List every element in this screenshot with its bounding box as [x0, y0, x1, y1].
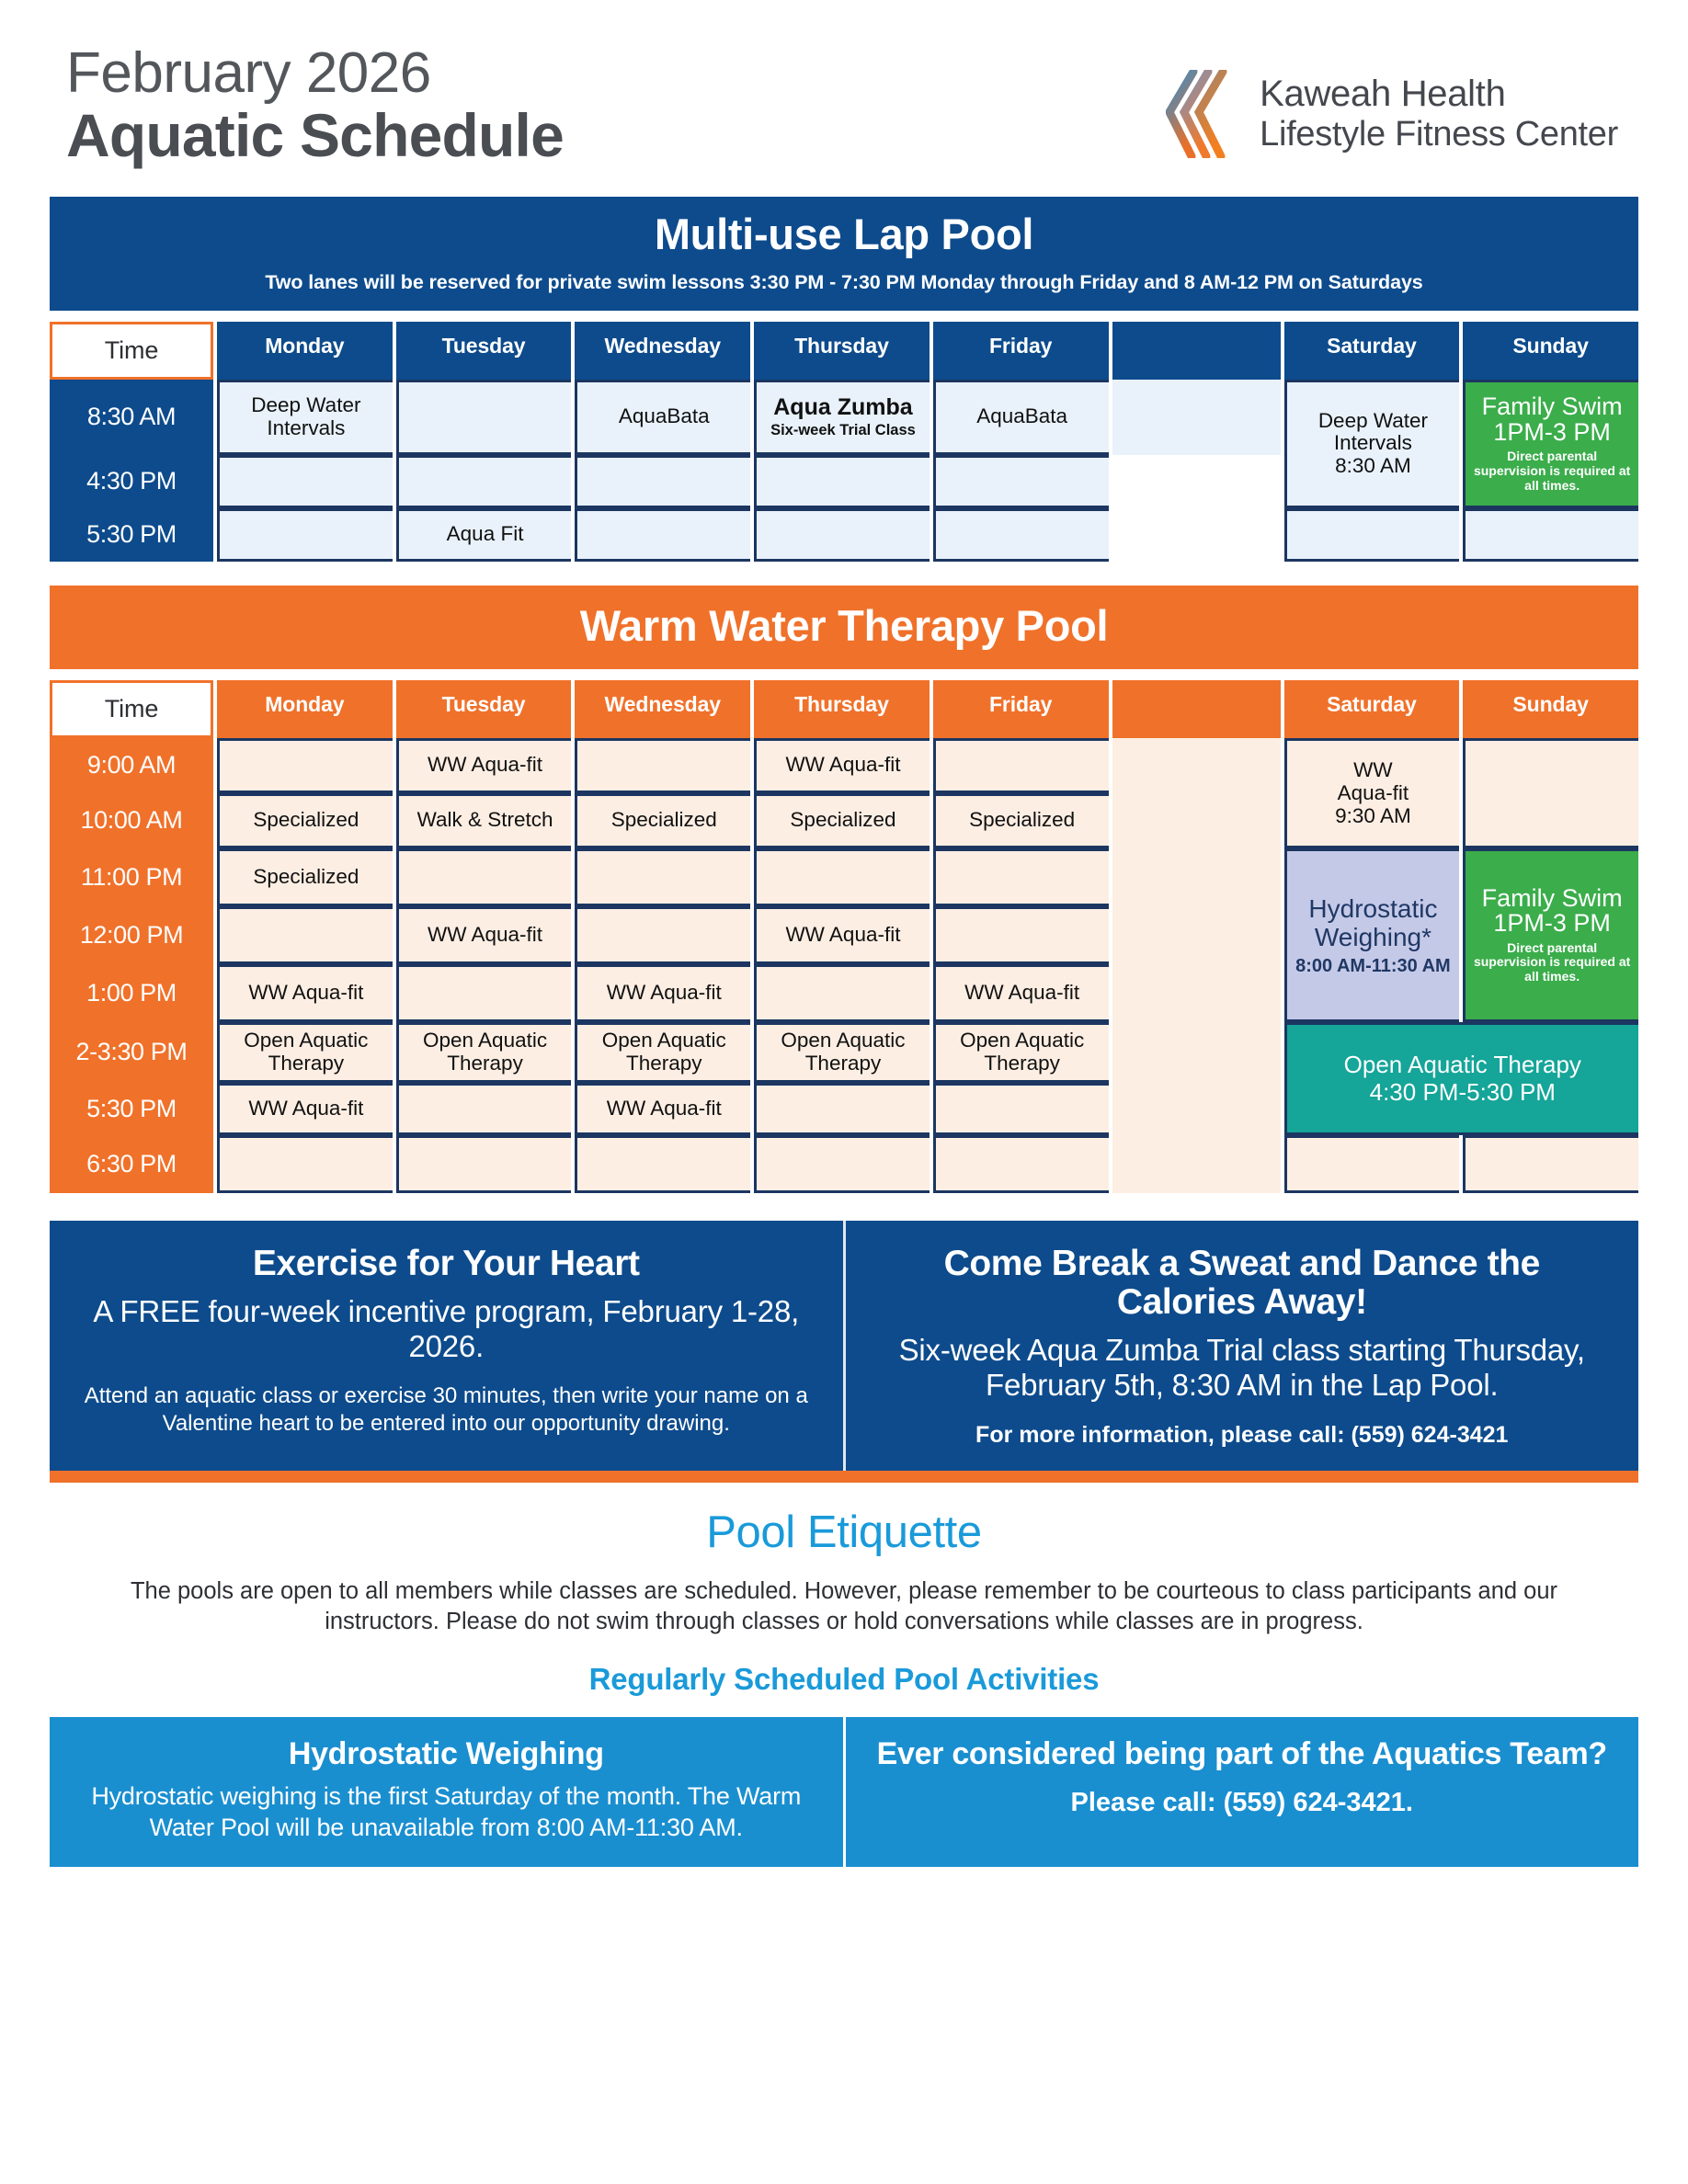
lap-cell-mon-2 — [217, 508, 393, 562]
promo-left-body: Attend an aquatic class or exercise 30 minutes, then write your name on a Valentine heart to be entered into our opportunity drawing. — [84, 1383, 808, 1437]
warm-cell-mon-2: Specialized — [217, 848, 393, 906]
warm-time-label-3: 12:00 PM — [50, 906, 213, 964]
lap-cell-thu-1 — [754, 455, 930, 508]
warm-cell-fri-1: Specialized — [933, 793, 1109, 848]
lap-pool-banner — [50, 197, 1638, 311]
footer-left-body: Hydrostatic weighing is the first Saturday of the month. The Warm Water Pool will be unavailable from 8:00 AM-11:30 AM. — [91, 1782, 802, 1842]
warm-cell-wed-4: WW Aqua-fit — [575, 964, 750, 1022]
warm-cell-tue-1: Walk & Stretch — [396, 793, 572, 848]
warm-cell-fri-7 — [933, 1135, 1109, 1193]
promo-aqua-zumba — [843, 1221, 1639, 1471]
warm-col-header-thursday: Thursday — [754, 680, 930, 738]
warm-cell-thu-1: Specialized — [754, 793, 930, 848]
lap-cell-thu-0 — [754, 380, 930, 455]
warm-cell-tue-5: Open Aquatic Therapy — [396, 1022, 572, 1083]
warm-cell-fri-5: Open Aquatic Therapy — [933, 1022, 1109, 1083]
warm-sun-line1: Family Swim — [1481, 883, 1623, 912]
lap-col-header-saturday: Saturday — [1284, 322, 1460, 380]
lap-col-header-tuesday: Tuesday — [396, 322, 572, 380]
warm-time-label-0: 9:00 AM — [50, 738, 213, 793]
promo-right-phone[interactable]: For more information, please call: (559) 624-3421 — [975, 1421, 1509, 1448]
warm-cell-sat-hydrostatic — [1284, 848, 1460, 1022]
warm-cell-fri-6 — [933, 1083, 1109, 1135]
lap-cell-wed-2 — [575, 508, 750, 562]
warm-cell-tue-4 — [396, 964, 572, 1022]
warm-col-header-monday: Monday — [217, 680, 393, 738]
lap-cell-tue-0 — [396, 380, 572, 455]
lap-cell-mon-0: Deep Water Intervals — [217, 380, 393, 455]
warm-cell-thu-6 — [754, 1083, 930, 1135]
family-swim-chip-warm — [1466, 851, 1638, 1019]
warm-cell-mon-4: WW Aqua-fit — [217, 964, 393, 1022]
lap-time-label-2: 5:30 PM — [50, 508, 213, 562]
warm-cell-open-therapy-weekend — [1284, 1022, 1638, 1135]
warm-time-label-7: 6:30 PM — [50, 1135, 213, 1193]
warm-cell-sun-0 — [1463, 738, 1638, 848]
footer-aquatics-team — [843, 1717, 1639, 1867]
warm-sat-aquafit-line2: Aqua-fit — [1337, 781, 1409, 805]
warm-cell-wed-1: Specialized — [575, 793, 750, 848]
lap-cell-sat-2 — [1284, 508, 1460, 562]
warm-cell-tue-0: WW Aqua-fit — [396, 738, 572, 793]
footer-left-title: Hydrostatic Weighing — [288, 1735, 604, 1771]
warm-cell-sat-aquafit — [1284, 738, 1460, 848]
family-swim-chip-lap — [1466, 382, 1638, 506]
lap-time-label-1: 4:30 PM — [50, 455, 213, 508]
open-therapy-line1: Open Aquatic Therapy — [1343, 1050, 1581, 1078]
warm-cell-thu-5: Open Aquatic Therapy — [754, 1022, 930, 1083]
etiquette-subheading: Regularly Scheduled Pool Activities — [588, 1661, 1100, 1696]
page-title: Aquatic Schedule — [66, 101, 564, 170]
hydro-line1: Hydrostatic — [1308, 893, 1438, 923]
promo-right-title: Come Break a Sweat and Dance the Calories Away! — [943, 1243, 1540, 1322]
lap-sat-line1: Deep Water — [1317, 408, 1429, 432]
lap-cell-tue-2: Aqua Fit — [396, 508, 572, 562]
warm-cell-thu-3: WW Aqua-fit — [754, 906, 930, 964]
lap-cell-thu-0-sublabel: Six-week Trial Class — [770, 421, 916, 438]
lap-sun-line2: 1PM-3 PM — [1493, 417, 1611, 446]
warm-time-label-6: 5:30 PM — [50, 1083, 213, 1135]
lap-sun-line3: Direct parental supervision is required at all times. — [1473, 449, 1631, 493]
warm-cell-fri-4: WW Aqua-fit — [933, 964, 1109, 1022]
month-title: February 2026 — [66, 41, 431, 105]
lap-sun-line1: Family Swim — [1481, 392, 1623, 421]
warm-sun-line3: Direct parental supervision is required at all times. — [1473, 939, 1631, 984]
footer-right-phone[interactable]: Please call: (559) 624-3421. — [1070, 1788, 1413, 1818]
warm-cell-fri-3 — [933, 906, 1109, 964]
page-header — [50, 0, 1638, 197]
lap-cell-sat-block — [1284, 380, 1460, 508]
etiquette-body: The pools are open to all members while classes are scheduled. However, please remember to be courteous to class participants and our instructors. Please do not swim through classes or hold conversations while classes are in progress. — [130, 1577, 1558, 1635]
promo-left-title: Exercise for Your Heart — [252, 1243, 640, 1283]
warm-pool-title: Warm Water Therapy Pool — [579, 600, 1109, 650]
promo-right-subtitle: Six-week Aqua Zumba Trial class starting Thursday, February 5th, 8:30 AM in the Lap Pool. — [898, 1332, 1585, 1403]
lap-cell-tue-1 — [396, 455, 572, 508]
warm-cell-tue-3: WW Aqua-fit — [396, 906, 572, 964]
lap-sat-line3: 8:30 AM — [1335, 454, 1411, 478]
warm-cell-fri-0 — [933, 738, 1109, 793]
logo-text — [1260, 74, 1618, 154]
lap-cell-thu-2 — [754, 508, 930, 562]
footer-panels — [50, 1717, 1638, 1867]
lap-col-header-wednesday: Wednesday — [575, 322, 750, 380]
warm-col-header-wednesday: Wednesday — [575, 680, 750, 738]
footer-hydrostatic — [50, 1717, 843, 1867]
lap-col-header-thursday: Thursday — [754, 322, 930, 380]
lap-col-header-sunday: Sunday — [1463, 322, 1638, 380]
lap-cell-sun-block — [1463, 380, 1638, 508]
warm-sat-aquafit-line1: WW — [1353, 757, 1393, 781]
promo-exercise-heart — [50, 1221, 843, 1471]
hydro-line3: 8:00 AM-11:30 AM — [1295, 955, 1451, 976]
warm-time-label-4: 1:00 PM — [50, 964, 213, 1022]
warm-col-header-friday: Friday — [933, 680, 1109, 738]
warm-time-label-2: 11:00 PM — [50, 848, 213, 906]
warm-cell-mon-6: WW Aqua-fit — [217, 1083, 393, 1135]
promo-left-subtitle: A FREE four-week incentive program, February 1-28, 2026. — [93, 1293, 800, 1364]
lap-cell-wed-0: AquaBata — [575, 380, 750, 455]
kaweah-chevron-icon — [1166, 70, 1245, 158]
lap-cell-wed-1 — [575, 455, 750, 508]
logo-line-1: Kaweah Health — [1260, 74, 1506, 115]
lap-col-header-friday: Friday — [933, 322, 1109, 380]
warm-col-header-spacer — [1112, 680, 1281, 738]
warm-sat-aquafit-line3: 9:30 AM — [1335, 804, 1411, 828]
lap-cell-spacer — [1112, 380, 1281, 455]
warm-cell-wed-2 — [575, 848, 750, 906]
warm-cell-wed-6: WW Aqua-fit — [575, 1083, 750, 1135]
lap-cell-fri-2 — [933, 508, 1109, 562]
logo-line-2: Lifestyle Fitness Center — [1260, 115, 1618, 154]
warm-time-label-1: 10:00 AM — [50, 793, 213, 848]
warm-pool-banner — [50, 586, 1638, 669]
warm-cell-tue-2 — [396, 848, 572, 906]
lap-pool-schedule-table — [50, 322, 1638, 562]
pool-etiquette-section — [50, 1483, 1638, 1697]
lap-cell-fri-1 — [933, 455, 1109, 508]
promo-panels — [50, 1221, 1638, 1471]
warm-cell-wed-7 — [575, 1135, 750, 1193]
warm-cell-spacer — [1112, 738, 1281, 1135]
open-therapy-line2: 4:30 PM-5:30 PM — [1369, 1078, 1556, 1107]
warm-cell-thu-7 — [754, 1135, 930, 1193]
warm-cell-wed-3 — [575, 906, 750, 964]
warm-cell-mon-5: Open Aquatic Therapy — [217, 1022, 393, 1083]
warm-col-header-saturday: Saturday — [1284, 680, 1460, 738]
hydro-line2: Weighing* — [1314, 923, 1431, 952]
warm-cell-spacer-last — [1112, 1135, 1281, 1193]
footer-right-title: Ever considered being part of the Aquatics Team? — [876, 1735, 1607, 1771]
warm-sun-line2: 1PM-3 PM — [1493, 909, 1611, 938]
warm-cell-fri-2 — [933, 848, 1109, 906]
warm-cell-mon-3 — [217, 906, 393, 964]
lap-cell-fri-0: AquaBata — [933, 380, 1109, 455]
warm-cell-sun-7 — [1463, 1135, 1638, 1193]
warm-cell-thu-4 — [754, 964, 930, 1022]
lap-col-header-monday: Monday — [217, 322, 393, 380]
lap-cell-mon-1 — [217, 455, 393, 508]
lap-cell-sun-2 — [1463, 508, 1638, 562]
lap-cell-thu-0-label: Aqua Zumba — [773, 394, 913, 421]
warm-col-header-tuesday: Tuesday — [396, 680, 572, 738]
title-block — [66, 31, 564, 168]
warm-cell-tue-7 — [396, 1135, 572, 1193]
warm-cell-tue-6 — [396, 1083, 572, 1135]
lap-col-header-time: Time — [50, 322, 213, 380]
open-aquatic-therapy-chip — [1287, 1025, 1638, 1132]
lap-pool-title: Multi-use Lap Pool — [654, 210, 1034, 258]
warm-cell-wed-0 — [575, 738, 750, 793]
warm-cell-mon-1: Specialized — [217, 793, 393, 848]
warm-cell-sat-7 — [1284, 1135, 1460, 1193]
lap-sat-line2: Intervals — [1333, 431, 1412, 455]
brand-logo — [1166, 31, 1633, 158]
etiquette-title: Pool Etiquette — [706, 1507, 982, 1557]
warm-time-label-5: 2-3:30 PM — [50, 1022, 213, 1083]
warm-cell-thu-0: WW Aqua-fit — [754, 738, 930, 793]
lap-col-header-spacer — [1112, 322, 1281, 380]
warm-cell-thu-2 — [754, 848, 930, 906]
warm-pool-schedule-table — [50, 680, 1638, 1193]
orange-divider — [50, 1471, 1638, 1483]
lap-time-label-0: 8:30 AM — [50, 380, 213, 455]
hydrostatic-weighing-chip — [1287, 851, 1460, 1019]
warm-cell-mon-7 — [217, 1135, 393, 1193]
warm-col-header-time: Time — [50, 680, 213, 738]
lap-pool-subtitle: Two lanes will be reserved for private swim lessons 3:30 PM - 7:30 PM Monday through Friday and 8 AM-12 PM on Saturdays — [265, 270, 1423, 293]
warm-cell-wed-5: Open Aquatic Therapy — [575, 1022, 750, 1083]
warm-col-header-sunday: Sunday — [1463, 680, 1638, 738]
warm-cell-mon-0 — [217, 738, 393, 793]
warm-cell-sun-familyswim — [1463, 848, 1638, 1022]
